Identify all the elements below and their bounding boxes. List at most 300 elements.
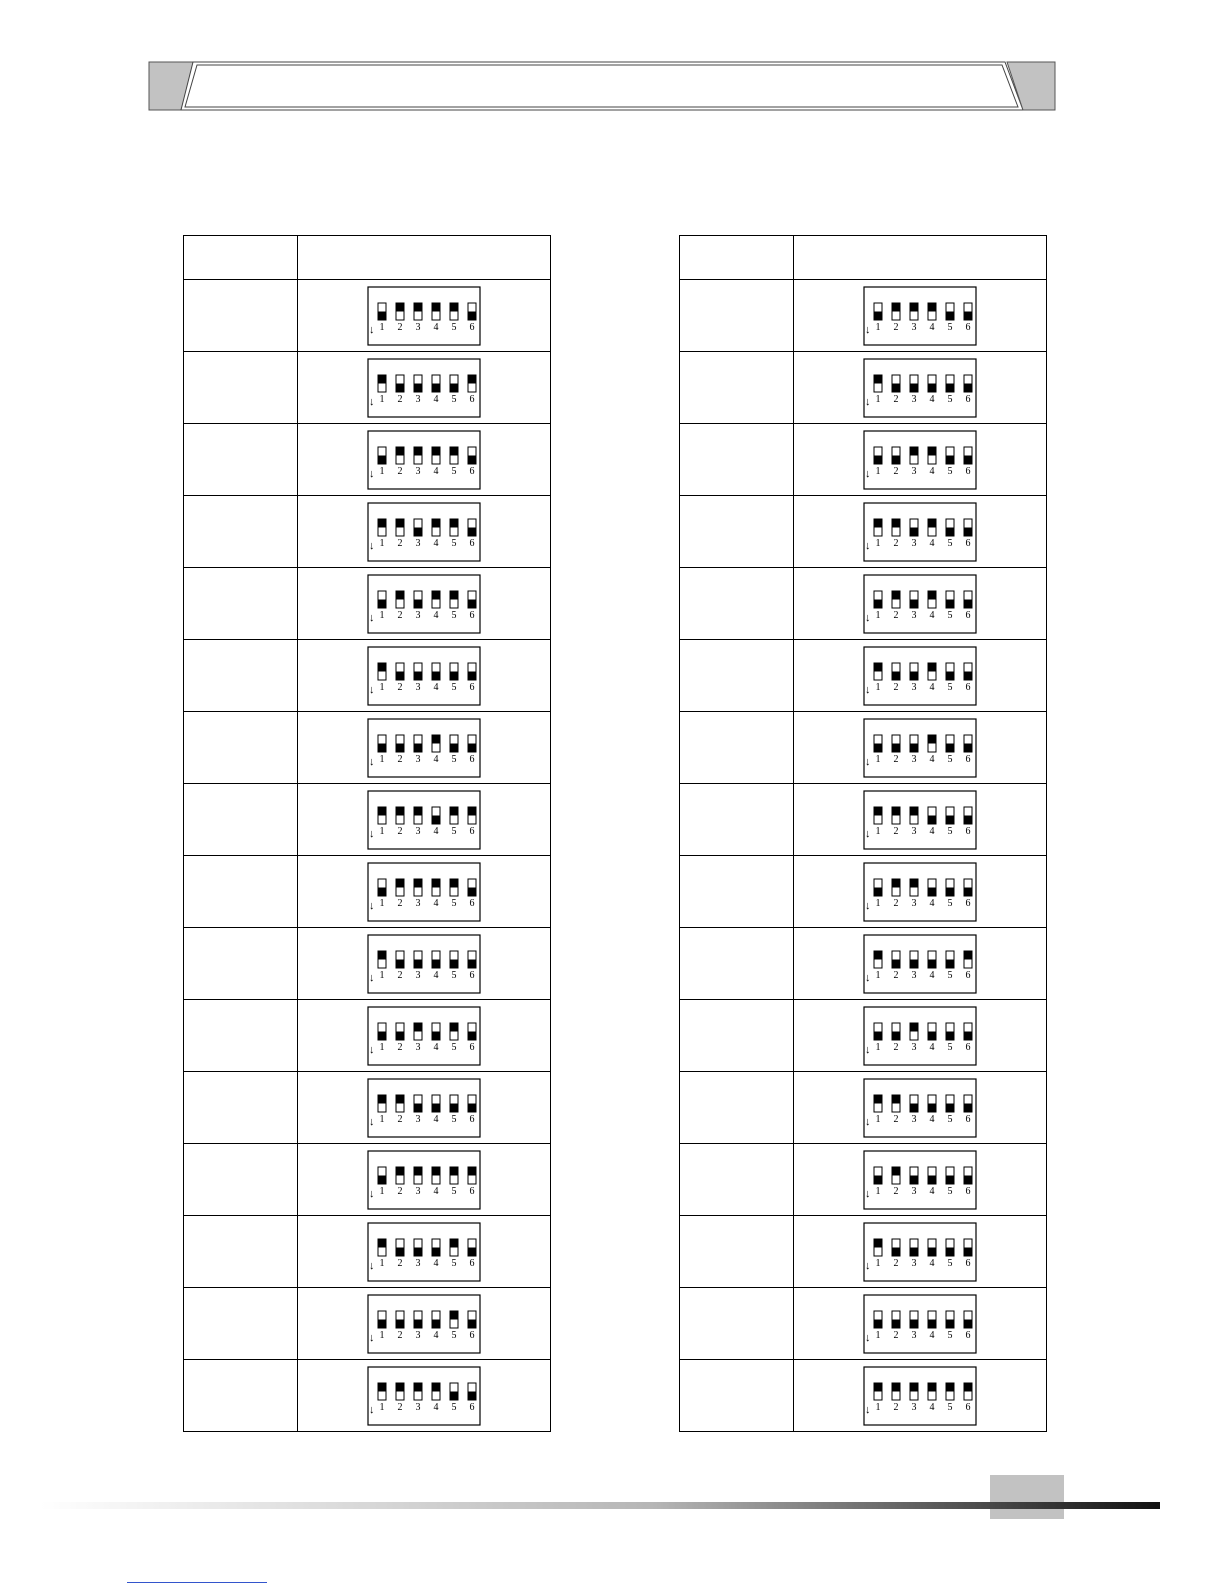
dip-number: 5: [451, 969, 457, 981]
dip-switch-diagram: [367, 358, 481, 418]
dip-number: 2: [397, 897, 403, 909]
footer-gradient: [40, 1502, 1160, 1509]
row-label: [680, 1144, 794, 1216]
dip-knob: [450, 1311, 458, 1320]
dip-knob: [946, 671, 954, 680]
dip-number: 1: [875, 609, 881, 621]
dip-number: 3: [911, 825, 917, 837]
dip-number: 4: [929, 897, 935, 909]
dip-switch-diagram: [863, 862, 977, 922]
dip-switch-diagram: [367, 1006, 481, 1066]
dip-knob: [928, 1319, 936, 1328]
dip-number: 3: [415, 1113, 421, 1125]
dip-number: 3: [415, 465, 421, 477]
dip-number: 6: [965, 1329, 971, 1341]
down-arrow-icon: ↓: [865, 539, 871, 552]
dip-knob: [874, 311, 882, 320]
dip-knob: [874, 887, 882, 896]
dip-knob: [910, 879, 918, 888]
dip-knob: [414, 447, 422, 456]
dip-knob: [432, 1383, 440, 1392]
dip-number: 6: [965, 1257, 971, 1269]
dip-number: 1: [875, 753, 881, 765]
dip-number: 6: [469, 321, 475, 333]
row-label: [184, 1360, 298, 1432]
dip-number: 1: [379, 1257, 385, 1269]
down-arrow-icon: ↓: [369, 1115, 375, 1128]
dip-knob: [892, 743, 900, 752]
dip-knob: [468, 599, 476, 608]
row-dip-cell: [298, 1360, 551, 1432]
dip-number: 5: [451, 897, 457, 909]
table-row: [680, 1288, 1047, 1360]
dip-number: 2: [397, 1257, 403, 1269]
dip-number: 5: [947, 1401, 953, 1413]
dip-knob: [414, 807, 422, 816]
table-row: [184, 712, 551, 784]
down-arrow-icon: ↓: [369, 1331, 375, 1344]
down-arrow-icon: ↓: [865, 395, 871, 408]
dip-number: 3: [911, 1257, 917, 1269]
dip-knob: [396, 303, 404, 312]
dip-switch-diagram: [863, 574, 977, 634]
dip-number: 3: [911, 1329, 917, 1341]
dip-knob: [928, 1247, 936, 1256]
dip-number: 3: [415, 825, 421, 837]
dip-number: 2: [893, 969, 899, 981]
dip-number: 5: [947, 825, 953, 837]
dip-knob: [450, 959, 458, 968]
table-row: [680, 1360, 1047, 1432]
row-dip-cell: [794, 640, 1047, 712]
dip-switch-diagram: [863, 502, 977, 562]
dip-knob: [468, 807, 476, 816]
dip-knob: [468, 1391, 476, 1400]
table-row: [680, 1072, 1047, 1144]
dip-number: 4: [433, 969, 439, 981]
row-dip-cell: [298, 1072, 551, 1144]
dip-number: 1: [875, 1329, 881, 1341]
dip-knob: [414, 1247, 422, 1256]
dip-number: 1: [875, 1257, 881, 1269]
dip-number: 3: [911, 969, 917, 981]
dip-number: 3: [911, 1041, 917, 1053]
row-dip-cell: [298, 424, 551, 496]
dip-number: 5: [947, 465, 953, 477]
row-dip-cell: [794, 352, 1047, 424]
dip-knob: [450, 879, 458, 888]
dip-knob: [946, 1383, 954, 1392]
dip-number: 4: [433, 609, 439, 621]
dip-knob: [946, 1247, 954, 1256]
dip-knob: [928, 1031, 936, 1040]
dip-knob: [468, 527, 476, 536]
dip-knob: [432, 447, 440, 456]
dip-knob: [450, 303, 458, 312]
down-arrow-icon: ↓: [369, 971, 375, 984]
dip-switch-diagram: [863, 1222, 977, 1282]
dip-number: 5: [451, 1401, 457, 1413]
dip-number: 5: [451, 1041, 457, 1053]
row-label: [184, 640, 298, 712]
dip-number: 1: [875, 681, 881, 693]
dip-knob: [414, 383, 422, 392]
dip-knob: [874, 1319, 882, 1328]
dip-knob: [414, 599, 422, 608]
dip-number: 1: [379, 1041, 385, 1053]
dip-number: 4: [433, 1329, 439, 1341]
dip-number: 4: [929, 969, 935, 981]
row-label: [184, 496, 298, 568]
row-dip-cell: [794, 280, 1047, 352]
dip-switch-diagram: [863, 646, 977, 706]
table-row: [680, 352, 1047, 424]
dip-number: 6: [965, 753, 971, 765]
dip-number: 3: [415, 1185, 421, 1197]
dip-knob: [928, 1383, 936, 1392]
dip-number: 1: [875, 393, 881, 405]
dip-number: 6: [965, 321, 971, 333]
dip-knob: [892, 303, 900, 312]
dip-knob: [432, 383, 440, 392]
dip-knob: [874, 743, 882, 752]
dip-number: 3: [415, 609, 421, 621]
header-banner: [145, 58, 1060, 116]
dip-knob: [928, 959, 936, 968]
header-cell-label: [680, 236, 794, 280]
dip-number: 1: [379, 609, 385, 621]
dip-knob: [396, 743, 404, 752]
dip-number: 4: [433, 1257, 439, 1269]
dip-knob: [432, 815, 440, 824]
dip-number: 4: [929, 1257, 935, 1269]
row-dip-cell: [794, 1144, 1047, 1216]
dip-switch-diagram: [863, 934, 977, 994]
dip-number: 4: [433, 825, 439, 837]
header-frame: [181, 62, 1023, 110]
table-row: [184, 640, 551, 712]
dip-knob: [432, 1247, 440, 1256]
row-dip-cell: [794, 568, 1047, 640]
dip-number: 5: [947, 681, 953, 693]
dip-knob: [450, 1391, 458, 1400]
table-row: [680, 1144, 1047, 1216]
dip-knob: [892, 1247, 900, 1256]
dip-number: 1: [875, 897, 881, 909]
dip-switch-diagram: [367, 934, 481, 994]
dip-knob: [378, 1239, 386, 1248]
dip-number: 4: [929, 465, 935, 477]
table-row: [680, 424, 1047, 496]
dip-switch-diagram: [863, 1150, 977, 1210]
row-label: [680, 280, 794, 352]
dip-number: 6: [469, 1185, 475, 1197]
dip-knob: [874, 519, 882, 528]
down-arrow-icon: ↓: [865, 1115, 871, 1128]
dip-number: 2: [893, 321, 899, 333]
row-dip-cell: [794, 1216, 1047, 1288]
dip-knob: [928, 519, 936, 528]
dip-number: 2: [397, 321, 403, 333]
dip-knob: [964, 887, 972, 896]
dip-knob: [910, 743, 918, 752]
dip-knob: [450, 1167, 458, 1176]
table-row: [680, 280, 1047, 352]
row-label: [184, 1072, 298, 1144]
dip-switch-diagram: [367, 862, 481, 922]
dip-knob: [964, 1383, 972, 1392]
dip-knob: [378, 311, 386, 320]
dip-number: 6: [965, 609, 971, 621]
dip-knob: [964, 951, 972, 960]
dip-knob: [396, 1167, 404, 1176]
dip-number: 2: [893, 465, 899, 477]
dip-knob: [964, 527, 972, 536]
row-dip-cell: [794, 928, 1047, 1000]
dip-switch-diagram: [863, 1006, 977, 1066]
dip-switch-diagram: [367, 286, 481, 346]
row-label: [680, 1360, 794, 1432]
row-dip-cell: [298, 928, 551, 1000]
dip-number: 4: [929, 1185, 935, 1197]
table-row: [680, 712, 1047, 784]
dip-knob: [892, 1167, 900, 1176]
dip-knob: [378, 1383, 386, 1392]
row-label: [680, 568, 794, 640]
dip-knob: [396, 447, 404, 456]
dip-knob: [450, 743, 458, 752]
dip-switch-diagram: [863, 286, 977, 346]
dip-knob: [414, 1023, 422, 1032]
row-label: [680, 352, 794, 424]
dip-number: 1: [379, 321, 385, 333]
dip-knob: [928, 815, 936, 824]
dip-number: 3: [911, 537, 917, 549]
row-label: [680, 496, 794, 568]
dip-switch-diagram: [367, 502, 481, 562]
down-arrow-icon: ↓: [865, 1187, 871, 1200]
dip-knob: [928, 663, 936, 672]
row-dip-cell: [794, 1288, 1047, 1360]
down-arrow-icon: ↓: [369, 899, 375, 912]
dip-number: 3: [415, 897, 421, 909]
table-row: [184, 856, 551, 928]
dip-switch-diagram: [367, 646, 481, 706]
dip-number: 5: [451, 681, 457, 693]
dip-number: 2: [397, 609, 403, 621]
row-dip-cell: [794, 856, 1047, 928]
dip-number: 3: [911, 1113, 917, 1125]
row-label: [680, 424, 794, 496]
dip-knob: [910, 383, 918, 392]
dip-knob: [378, 1095, 386, 1104]
dip-number: 5: [451, 1185, 457, 1197]
dip-number: 3: [415, 1401, 421, 1413]
dip-number: 6: [965, 1185, 971, 1197]
dip-knob: [892, 959, 900, 968]
dip-knob: [910, 447, 918, 456]
row-dip-cell: [298, 1216, 551, 1288]
dip-knob: [874, 599, 882, 608]
dip-switch-diagram: [367, 718, 481, 778]
dip-number: 2: [893, 1257, 899, 1269]
dip-switch-diagram: [367, 574, 481, 634]
dip-number: 6: [469, 1401, 475, 1413]
dip-knob: [910, 671, 918, 680]
dip-knob: [414, 671, 422, 680]
dip-switch-diagram: [367, 430, 481, 490]
dip-number: 5: [451, 1257, 457, 1269]
row-dip-cell: [298, 1288, 551, 1360]
dip-number: 2: [893, 897, 899, 909]
dip-number: 6: [469, 465, 475, 477]
dip-knob: [396, 1031, 404, 1040]
dip-number: 1: [379, 393, 385, 405]
row-label: [184, 1144, 298, 1216]
dip-knob: [892, 1031, 900, 1040]
dip-number: 5: [947, 1185, 953, 1197]
dip-knob: [964, 383, 972, 392]
footer-bar: [40, 1500, 1165, 1514]
dip-number: 3: [415, 681, 421, 693]
down-arrow-icon: ↓: [369, 323, 375, 336]
dip-knob: [378, 1319, 386, 1328]
dip-knob: [468, 887, 476, 896]
down-arrow-icon: ↓: [369, 755, 375, 768]
down-arrow-icon: ↓: [865, 971, 871, 984]
dip-number: 2: [397, 465, 403, 477]
dip-number: 6: [965, 897, 971, 909]
dip-number: 3: [415, 753, 421, 765]
dip-knob: [450, 671, 458, 680]
row-dip-cell: [794, 496, 1047, 568]
dip-number: 5: [947, 321, 953, 333]
dip-knob: [432, 1167, 440, 1176]
dip-knob: [468, 1167, 476, 1176]
dip-knob: [946, 1031, 954, 1040]
dip-switch-diagram: [863, 1366, 977, 1426]
dip-number: 1: [875, 969, 881, 981]
dip-number: 2: [893, 609, 899, 621]
dip-number: 6: [965, 681, 971, 693]
dip-knob: [874, 1095, 882, 1104]
dip-knob: [414, 1383, 422, 1392]
dip-knob: [432, 959, 440, 968]
dip-knob: [414, 743, 422, 752]
dip-number: 3: [911, 1401, 917, 1413]
dip-knob: [378, 887, 386, 896]
dip-knob: [928, 303, 936, 312]
dip-knob: [892, 383, 900, 392]
dip-number: 4: [929, 1041, 935, 1053]
dip-knob: [396, 1319, 404, 1328]
dip-knob: [910, 599, 918, 608]
table-row: [184, 784, 551, 856]
dip-number: 5: [947, 393, 953, 405]
row-label: [184, 352, 298, 424]
dip-knob: [946, 1103, 954, 1112]
dip-knob: [396, 1247, 404, 1256]
dip-switch-diagram: [863, 1294, 977, 1354]
dip-knob: [396, 383, 404, 392]
dip-switch-diagram: [367, 1222, 481, 1282]
row-label: [680, 928, 794, 1000]
dip-knob: [450, 447, 458, 456]
dip-number: 3: [911, 321, 917, 333]
dip-number: 2: [893, 1329, 899, 1341]
dip-knob: [378, 743, 386, 752]
row-label: [680, 784, 794, 856]
dip-number: 1: [875, 321, 881, 333]
dip-number: 4: [433, 465, 439, 477]
row-dip-cell: [298, 784, 551, 856]
dip-number: 3: [415, 393, 421, 405]
dip-number: 5: [451, 321, 457, 333]
table-row: [184, 496, 551, 568]
dip-knob: [928, 1175, 936, 1184]
dip-knob: [910, 1023, 918, 1032]
row-label: [680, 640, 794, 712]
dip-knob: [414, 1319, 422, 1328]
dip-switch-diagram: [367, 1366, 481, 1426]
dip-number: 2: [893, 1113, 899, 1125]
dip-knob: [964, 455, 972, 464]
dip-number: 6: [469, 609, 475, 621]
table-row: [184, 1216, 551, 1288]
dip-knob: [910, 527, 918, 536]
dip-knob: [874, 951, 882, 960]
dip-knob: [928, 447, 936, 456]
dip-number: 6: [469, 753, 475, 765]
footer-link[interactable]: [127, 1568, 267, 1583]
row-dip-cell: [298, 712, 551, 784]
down-arrow-icon: ↓: [865, 899, 871, 912]
dip-number: 2: [397, 825, 403, 837]
dip-number: 3: [911, 393, 917, 405]
dip-knob: [910, 1103, 918, 1112]
dip-number: 2: [893, 1401, 899, 1413]
dip-knob: [928, 1103, 936, 1112]
dip-number: 4: [929, 825, 935, 837]
dip-knob: [928, 383, 936, 392]
dip-knob: [378, 807, 386, 816]
dip-knob: [910, 1383, 918, 1392]
dip-knob: [964, 1175, 972, 1184]
dip-number: 1: [379, 465, 385, 477]
dip-knob: [874, 375, 882, 384]
table-row: [680, 928, 1047, 1000]
dip-number: 2: [893, 753, 899, 765]
dip-knob: [378, 455, 386, 464]
dip-knob: [432, 519, 440, 528]
dip-knob: [910, 1247, 918, 1256]
dip-number: 1: [379, 969, 385, 981]
dip-number: 1: [875, 1041, 881, 1053]
dip-number: 4: [929, 1113, 935, 1125]
dip-number: 3: [911, 609, 917, 621]
dip-number: 4: [433, 681, 439, 693]
dip-knob: [910, 959, 918, 968]
dip-number: 4: [929, 609, 935, 621]
table-header-row: [680, 236, 1047, 280]
table-row: [184, 280, 551, 352]
dip-knob: [928, 735, 936, 744]
dip-knob: [396, 879, 404, 888]
dip-knob: [432, 591, 440, 600]
table-row: [184, 1144, 551, 1216]
dip-table-right: [679, 235, 1047, 1432]
dip-knob: [946, 383, 954, 392]
